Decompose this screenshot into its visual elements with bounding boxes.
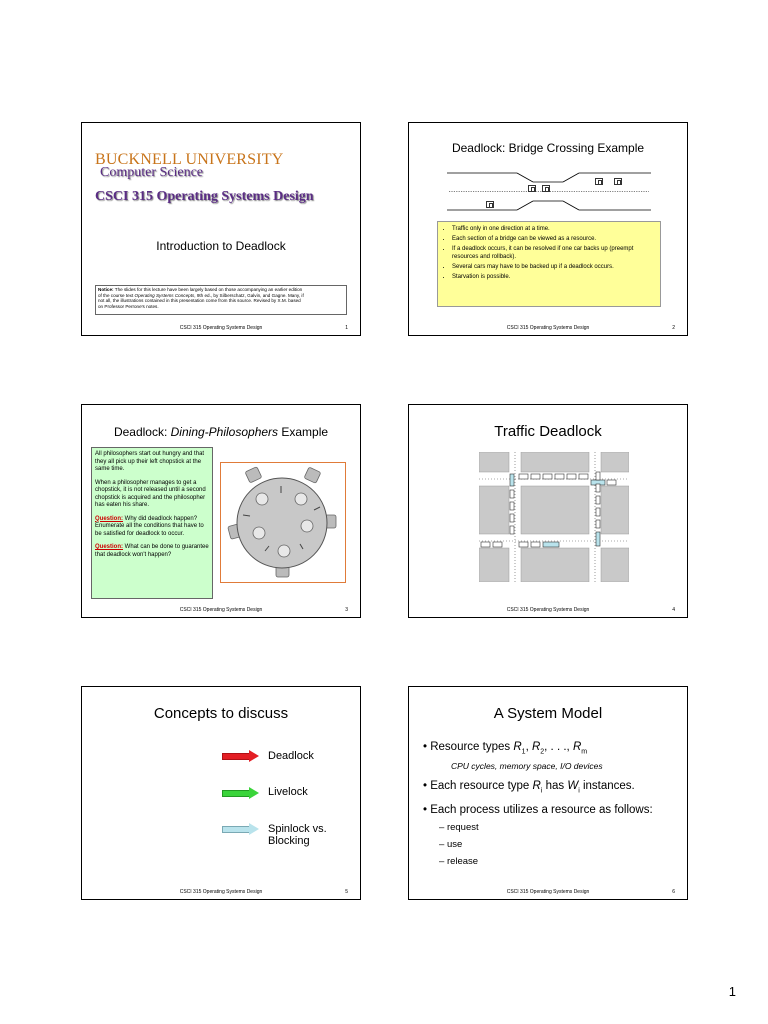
car-icon bbox=[510, 490, 514, 498]
car-icon bbox=[596, 508, 600, 516]
question-text: What can be done to guarantee that deadlock won't happen? bbox=[95, 544, 209, 558]
road-line bbox=[563, 201, 579, 210]
sub-item: – request bbox=[439, 821, 479, 833]
car-icon bbox=[596, 496, 600, 504]
car-icon bbox=[528, 185, 536, 192]
university-name: BUCKNELL UNIVERSITY bbox=[95, 151, 284, 168]
plate-icon bbox=[278, 545, 290, 557]
notice-line-4: on Professor Perrone's notes. bbox=[98, 303, 159, 309]
slide-page-number: 5 bbox=[345, 889, 348, 895]
slide-page-number: 3 bbox=[345, 607, 348, 613]
slide-title bbox=[82, 425, 360, 439]
car-icon bbox=[519, 542, 528, 547]
highlighted-car-icon bbox=[543, 542, 559, 547]
arrow-head bbox=[249, 823, 259, 835]
sub-item-text: use bbox=[446, 838, 463, 850]
traffic-grid-diagram bbox=[479, 452, 629, 582]
question-label: Question: bbox=[95, 544, 123, 550]
notice-line-1: The slides for this lecture have been largely based on those accompanying an earlier edition bbox=[114, 287, 303, 292]
bullet-item: • Each section of a bridge can be viewed as a resource. bbox=[452, 235, 656, 243]
car-icon bbox=[510, 514, 514, 522]
chair-icon bbox=[304, 467, 321, 483]
slide-1 bbox=[81, 122, 361, 336]
slide-title: Deadlock: Bridge Crossing Example bbox=[451, 141, 645, 155]
dining-table-frame bbox=[220, 462, 346, 583]
arrow-head bbox=[249, 787, 259, 799]
car-icon bbox=[519, 474, 528, 479]
car-icon bbox=[595, 178, 603, 185]
bullet-text: , . . ., bbox=[544, 741, 573, 753]
city-block bbox=[521, 452, 589, 472]
slide-2 bbox=[408, 122, 688, 336]
arrow-body bbox=[222, 790, 250, 797]
car-icon bbox=[543, 474, 552, 479]
deadlock-arrow-icon bbox=[222, 750, 262, 762]
instance-sub: i bbox=[578, 787, 580, 795]
title-italic: Dining-Philosophers bbox=[170, 425, 279, 439]
concept-label: Spinlock vs. Blocking bbox=[268, 823, 327, 847]
question-1 bbox=[95, 516, 209, 539]
city-block bbox=[521, 486, 589, 534]
slide-footer: CSCI 315 Operating Systems Design bbox=[179, 889, 263, 895]
resource-var: R bbox=[532, 780, 541, 793]
paragraph: All philosophers start out hungry and that they all pick up their left chopstick at the same time. bbox=[95, 451, 205, 472]
system-model-content bbox=[423, 740, 678, 869]
slide-footer: CSCI 315 Operating Systems Design bbox=[179, 325, 263, 331]
resource-sub: 2 bbox=[540, 748, 545, 756]
title-part: Deadlock: bbox=[113, 425, 171, 439]
city-block bbox=[521, 548, 589, 582]
city-block bbox=[479, 548, 509, 582]
road-line bbox=[517, 201, 533, 210]
question-label: Question: bbox=[95, 515, 123, 522]
car-icon bbox=[481, 542, 490, 547]
notice-label: Notice: bbox=[98, 287, 114, 292]
car-icon bbox=[510, 526, 514, 534]
car-icon bbox=[493, 542, 502, 547]
slide-5 bbox=[81, 686, 361, 900]
car-icon bbox=[596, 472, 600, 480]
plate-icon bbox=[253, 527, 265, 539]
slide-subtitle: Introduction to Deadlock bbox=[156, 239, 286, 253]
car-icon bbox=[596, 484, 600, 492]
bullet-text: Each process utilizes a resource as follows: bbox=[430, 803, 653, 816]
bullet-item: • If a deadlock occurs, it can be resolved if one car backs up (preempt resources and rollback). bbox=[452, 245, 656, 261]
bullet-sub-examples: CPU cycles, memory space, I/O devices bbox=[451, 761, 603, 772]
plate-icon bbox=[295, 493, 307, 505]
bullet-text: Resource types bbox=[430, 741, 514, 753]
livelock-arrow-icon bbox=[222, 787, 262, 799]
instance-var: W bbox=[567, 780, 579, 793]
resource-sub: 1 bbox=[521, 748, 526, 756]
bullet-item: • Starvation is possible. bbox=[452, 273, 656, 281]
bullet-item: • Traffic only in one direction at a time. bbox=[452, 225, 656, 233]
slide-page-number: 4 bbox=[672, 607, 675, 613]
slide-page-number: 2 bbox=[672, 325, 675, 331]
bullet-box bbox=[437, 221, 661, 307]
slide-4 bbox=[408, 404, 688, 618]
text-box bbox=[91, 447, 213, 599]
notice-line-2a: of the course text bbox=[98, 292, 135, 298]
plate-icon bbox=[256, 493, 268, 505]
concept-label: Livelock bbox=[268, 786, 308, 798]
car-icon bbox=[542, 185, 550, 192]
resource-var: R bbox=[572, 741, 582, 753]
resource-var: R bbox=[531, 741, 541, 753]
bullet-resource-types: • Resource types $R_1$, $R_2$, . . ., $R_m$ bbox=[423, 741, 588, 756]
highlighted-car-icon bbox=[510, 474, 514, 486]
slide-page-number: 1 bbox=[345, 325, 348, 331]
road-line bbox=[563, 173, 579, 182]
slide-title: A System Model bbox=[493, 705, 603, 722]
slide-footer: CSCI 315 Operating Systems Design bbox=[506, 325, 590, 331]
car-icon bbox=[510, 502, 514, 510]
slide-footer: CSCI 315 Operating Systems Design bbox=[506, 607, 590, 613]
chair-icon bbox=[245, 467, 262, 483]
city-block bbox=[601, 548, 629, 582]
slide-footer: CSCI 315 Operating Systems Design bbox=[506, 889, 590, 895]
question-2 bbox=[95, 544, 209, 559]
car-icon bbox=[555, 474, 564, 479]
arrow-body bbox=[222, 826, 250, 833]
road-line bbox=[517, 173, 533, 182]
plate-icon bbox=[301, 520, 313, 532]
sub-item: – release bbox=[439, 855, 479, 867]
notice-line-3: not all, the illustrations contained in this presentation come from this source. Revised by X.M. based bbox=[98, 298, 301, 304]
car-icon bbox=[579, 474, 588, 479]
paragraph: When a philosopher manages to get a chopstick, it is not released until a second chopstick is acquired and the philosopher has eaten his share. bbox=[95, 479, 206, 508]
slide-title: Traffic Deadlock bbox=[494, 423, 602, 440]
bullet-resource-instances: • Each resource type $R_i$ has $W_i$ instances. bbox=[423, 780, 635, 795]
notice-book-title: Operating Systems Concepts bbox=[134, 292, 195, 298]
city-block bbox=[601, 452, 629, 472]
bullet-process-usage: • Each process utilizes a resource as follows: bbox=[423, 803, 653, 816]
document-page-number: 1 bbox=[728, 984, 736, 999]
city-block bbox=[601, 486, 629, 534]
sub-item: – use bbox=[439, 838, 463, 850]
arrow-head bbox=[249, 750, 259, 762]
bullet-text: instances. bbox=[579, 780, 635, 793]
slide-3 bbox=[81, 404, 361, 618]
course-name: CSCI 315 Operating Systems Design bbox=[95, 189, 314, 204]
resource-sub: m bbox=[581, 748, 588, 756]
sub-item-text: request bbox=[446, 821, 479, 833]
department-name: Computer Science bbox=[100, 165, 204, 180]
slide-footer: CSCI 315 Operating Systems Design bbox=[179, 607, 263, 613]
notice-box bbox=[95, 285, 347, 315]
spinlock-arrow-icon bbox=[222, 823, 262, 835]
bullet-item: • Several cars may have to be backed up if a deadlock occurs. bbox=[452, 263, 656, 271]
slide-6 bbox=[408, 686, 688, 900]
car-icon bbox=[531, 474, 540, 479]
arrow-body bbox=[222, 753, 250, 760]
bridge-diagram bbox=[445, 168, 655, 216]
sub-item-text: release bbox=[446, 855, 479, 867]
car-icon bbox=[531, 542, 540, 547]
car-icon bbox=[596, 520, 600, 528]
question-text: Why did deadlock happen? Enumerate all the conditions that have to be satisfied for deadlock to occur. bbox=[95, 515, 204, 537]
city-block bbox=[479, 486, 509, 534]
slide-page-number: 6 bbox=[672, 889, 675, 895]
resource-sub: i bbox=[540, 787, 543, 795]
car-icon bbox=[486, 201, 494, 208]
car-icon bbox=[567, 474, 576, 479]
slide-title: Concepts to discuss bbox=[153, 705, 289, 722]
resource-var: R bbox=[513, 741, 522, 753]
car-icon bbox=[614, 178, 622, 185]
notice-line-2b: , 9th ed., by Silberschatz, Galvin, and Gagne. Many, if bbox=[194, 292, 304, 298]
bullet-text: has bbox=[542, 780, 568, 793]
city-block bbox=[479, 452, 509, 472]
car-icon bbox=[607, 480, 616, 485]
highlighted-car-icon bbox=[596, 532, 600, 546]
bullet-text: Each resource type bbox=[430, 780, 533, 793]
concept-label: Deadlock bbox=[268, 750, 314, 762]
dining-table-diagram bbox=[221, 463, 344, 581]
title-part: Example bbox=[278, 425, 329, 439]
